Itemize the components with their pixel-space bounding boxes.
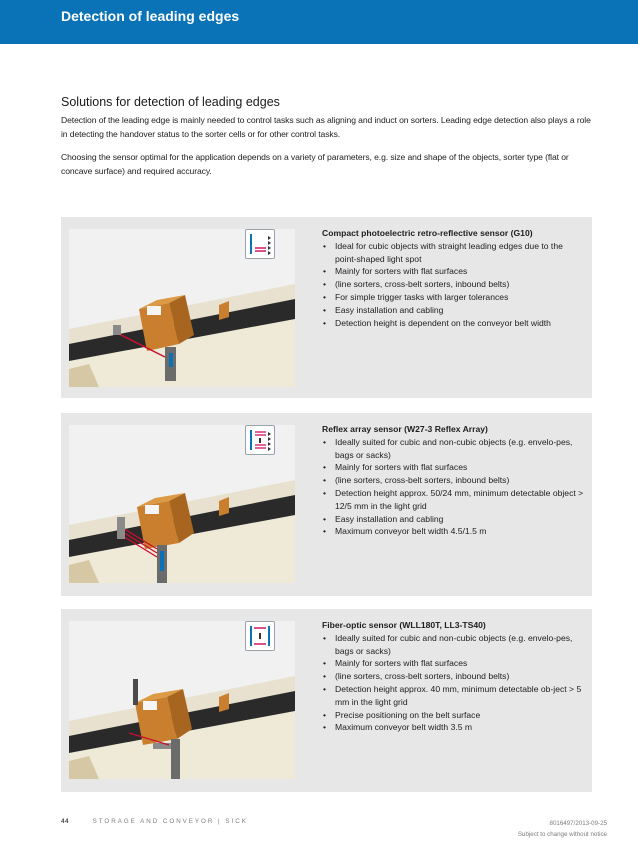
feature-list — [322, 436, 584, 538]
sensor-title: Compact photoelectric retro-reflective sensor (G10) — [322, 228, 533, 238]
list-item: • Precise positioning on the belt surface — [322, 709, 584, 722]
list-item: • Easy installation and cabling — [322, 304, 584, 317]
list-item: • Detection height is dependent on the conveyor belt width — [322, 317, 584, 330]
document-id: 8016497/2013-09-25 — [549, 820, 607, 827]
fiber-optic-sensor-icon — [245, 621, 275, 651]
list-item: • Detection height approx. 50/24 mm, minimum detectable object > 12/5 mm in the light grid — [322, 487, 584, 513]
sensor-card-g10 — [61, 217, 592, 398]
list-item: • Maximum conveyor belt width 3.5 m — [322, 721, 584, 734]
sensor-title: Reflex array sensor (W27-3 Reflex Array) — [322, 424, 488, 434]
sensor-description — [322, 619, 584, 734]
intro-paragraph: Detection of the leading edge is mainly needed to control tasks such as aligning and induct on sorters. Leading edge detection also plays a role in detecting the handover status to the sorter cells or for other control tasks. — [61, 115, 591, 139]
list-item: • (line sorters, cross-belt sorters, inbound belts) — [322, 278, 584, 291]
page-header-title: Detection of leading edges — [61, 8, 240, 24]
sensor-description — [322, 227, 584, 329]
reflex-array-sensor-icon — [245, 425, 275, 455]
list-item: • (line sorters, cross-belt sorters, inbound belts) — [322, 670, 584, 683]
sensor-description — [322, 423, 584, 538]
footer-right — [518, 818, 607, 840]
feature-list — [322, 632, 584, 734]
sensor-title: Fiber-optic sensor (WLL180T, LL3-TS40) — [322, 620, 486, 630]
list-item: • For simple trigger tasks with larger tolerances — [322, 291, 584, 304]
section-heading: Solutions for detection of leading edges — [61, 95, 280, 109]
list-item: • Easy installation and cabling — [322, 513, 584, 526]
feature-list — [322, 240, 584, 330]
list-item: • Mainly for sorters with flat surfaces — [322, 657, 584, 670]
list-item: • Mainly for sorters with flat surfaces — [322, 265, 584, 278]
list-item: • Detection height approx. 40 mm, minimum detectable ob-ject > 5 mm in the light grid — [322, 683, 584, 709]
sensor-card-fiber-optic — [61, 609, 592, 792]
list-item: • Ideal for cubic objects with straight leading edges due to the point-shaped light spot — [322, 240, 584, 266]
publication-name: STORAGE AND CONVEYOR | SICK — [92, 818, 248, 825]
footer-left — [61, 818, 248, 825]
page-number: 44 — [61, 818, 69, 825]
intro-paragraph: Choosing the sensor optimal for the application depends on a variety of parameters, e.g. size and shape of the objects, sorter type (flat or concave surface) and required accuracy. — [61, 152, 569, 176]
sensor-card-w27-3 — [61, 413, 592, 596]
list-item: • Ideally suited for cubic and non-cubic objects (e.g. envelo-pes, bags or sacks) — [322, 436, 584, 462]
list-item: • Mainly for sorters with flat surfaces — [322, 461, 584, 474]
list-item: • Maximum conveyor belt width 4.5/1.5 m — [322, 525, 584, 538]
list-item: • Ideally suited for cubic and non-cubic objects (e.g. envelo-pes, bags or sacks) — [322, 632, 584, 658]
retro-reflective-sensor-icon — [245, 229, 275, 259]
list-item: • (line sorters, cross-belt sorters, inbound belts) — [322, 474, 584, 487]
change-notice: Subject to change without notice — [517, 831, 607, 838]
